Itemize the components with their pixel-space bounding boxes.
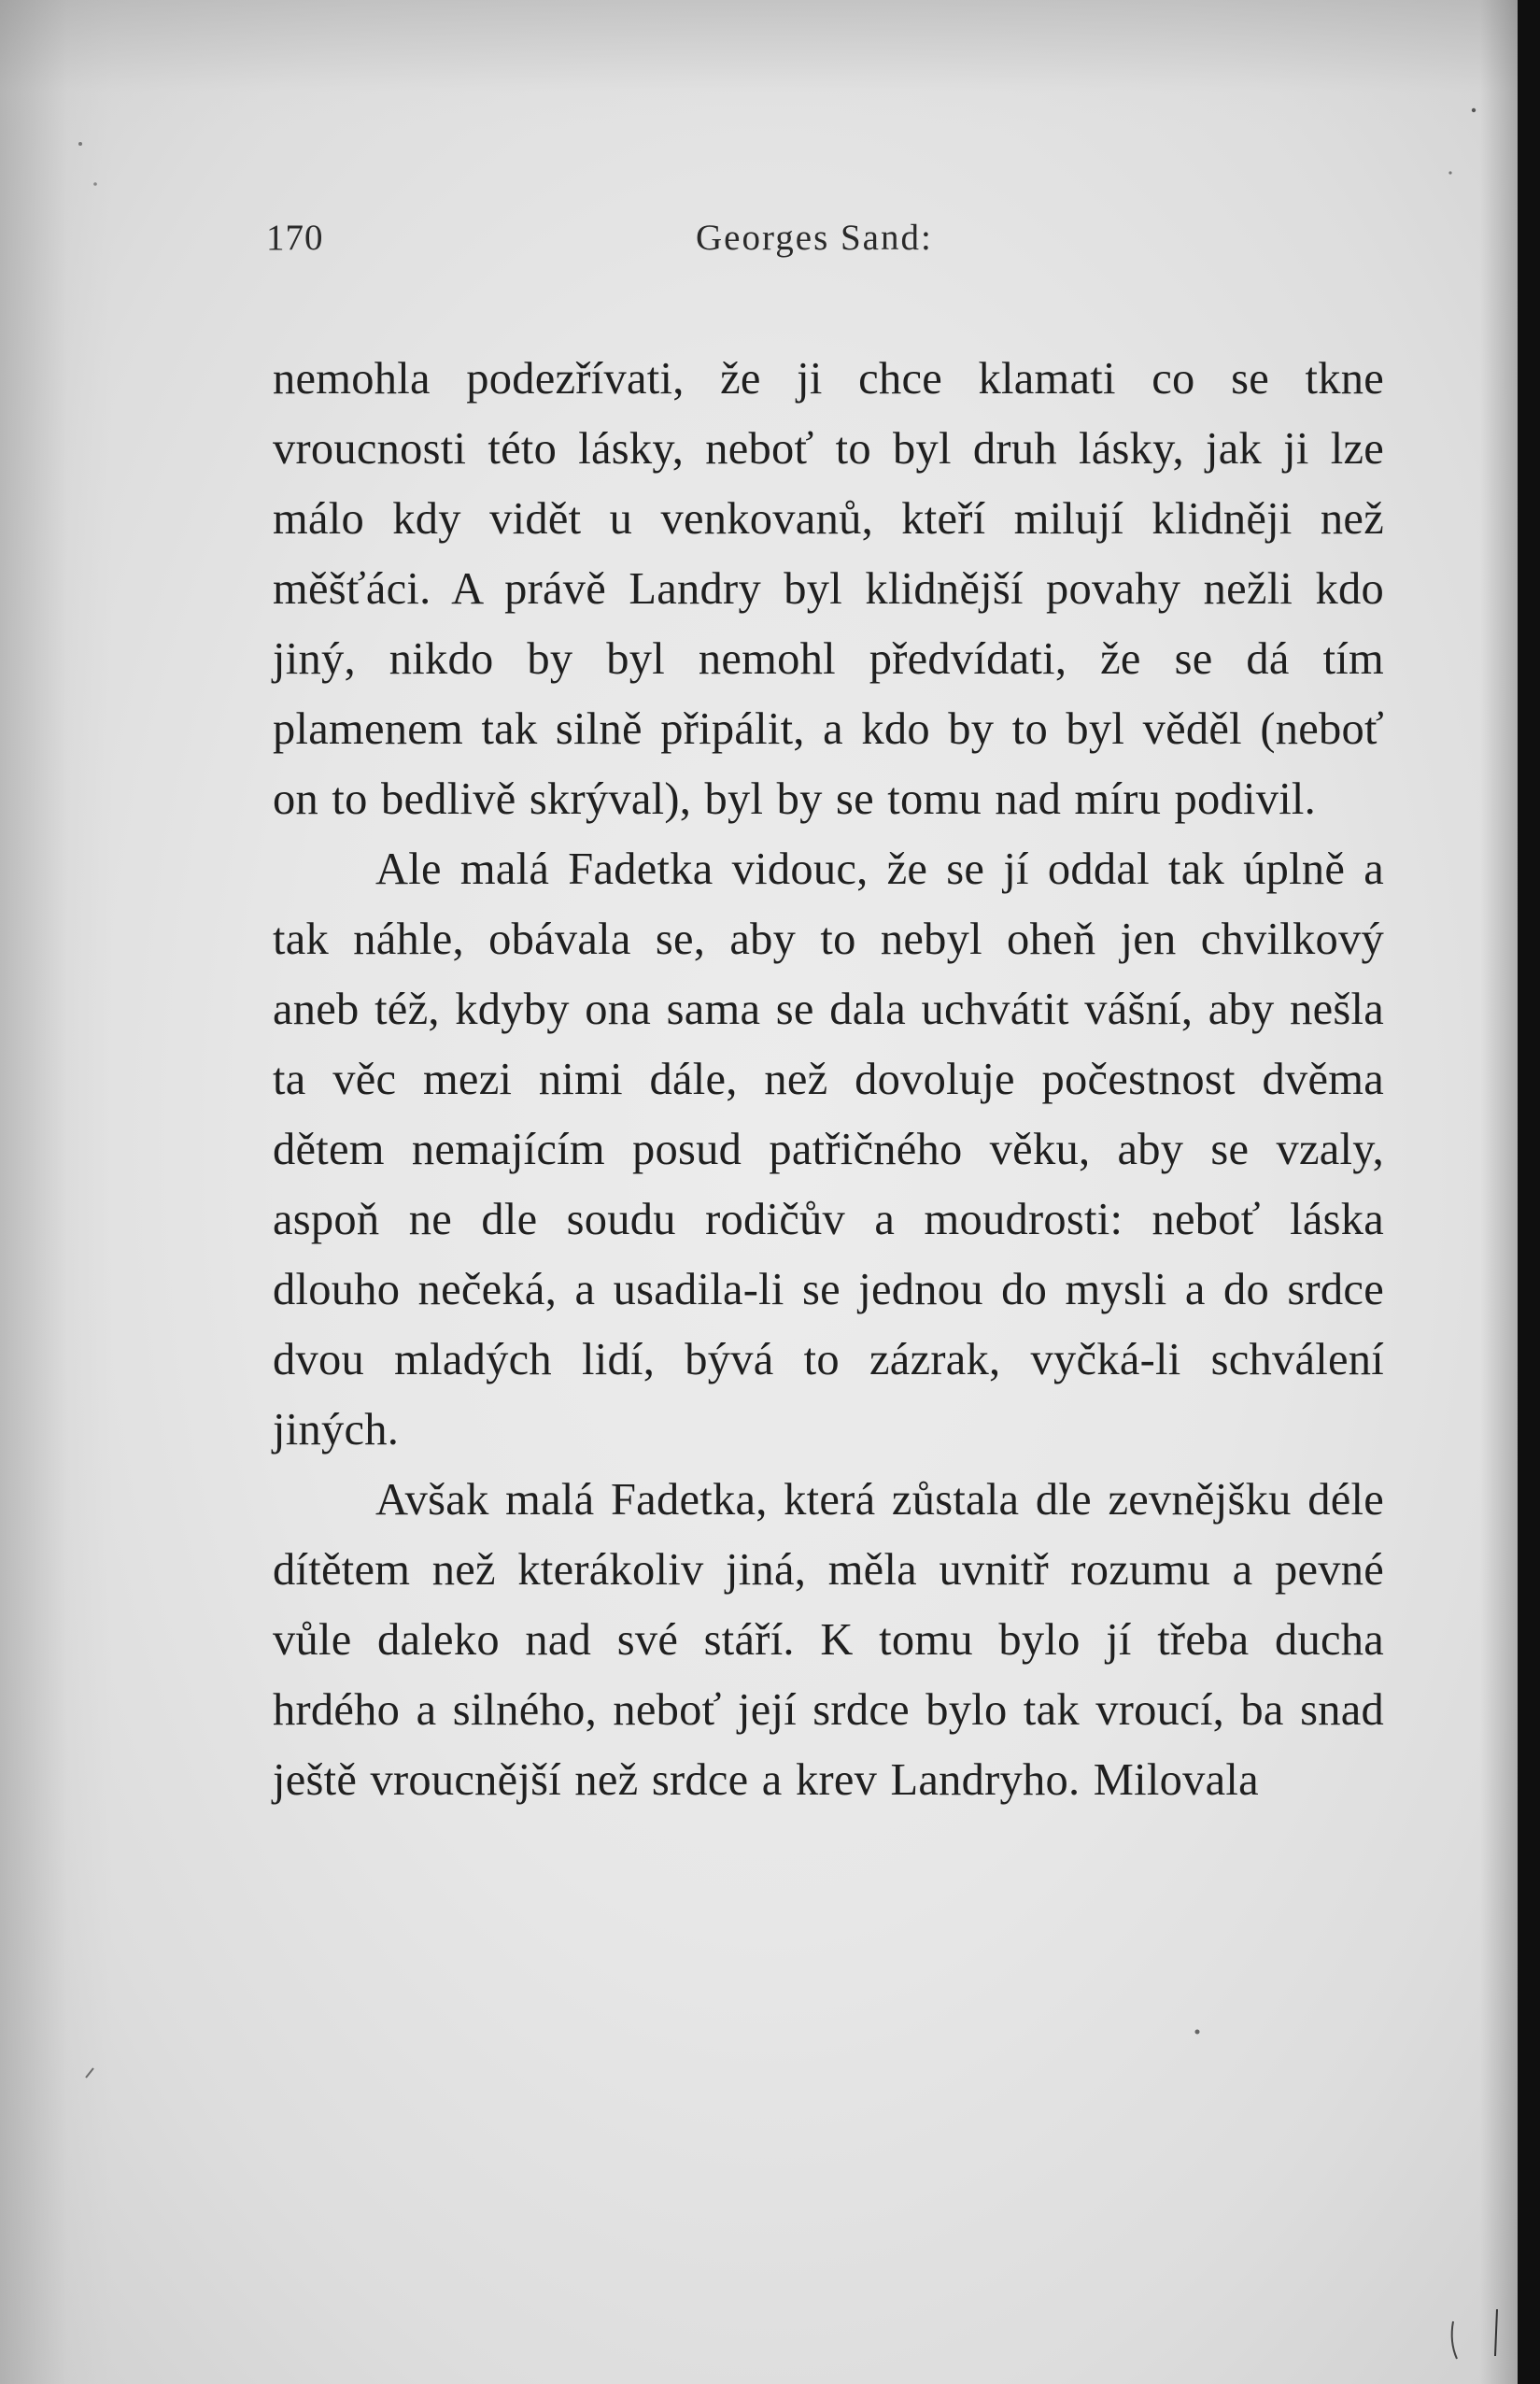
paragraph-2: Ale malá Fadetka vidouc, že se jí oddal tak úplně a tak náhle, obávala se, aby to nebyl oheň jen chvilkový aneb též, kdyby ona sama se dala uchvátit vášní, aby nešla ta věc mezi nimi dále, než dovoluje počestnost dvěma dětem nemajícím posud patřičného věku, aby se vzaly, aspoň ne dle soudu rodičův a moudrosti: neboť láska dlouho nečeká, a usadila-li se jednou do mysli a do srdce dvou mladých lidí, bývá to zázrak, vyčká-li schválení jiných. <box>273 844 1384 1455</box>
left-scan-shadow <box>0 0 112 2384</box>
right-gutter-shadow <box>1480 0 1518 2384</box>
body-text <box>273 344 1384 1815</box>
top-scan-shadow <box>0 0 1540 131</box>
running-head <box>266 217 1424 273</box>
paragraph-1: nemohla podezřívati, že ji chce klamati co se tkne vroucnosti této lásky, neboť to byl druh lásky, jak ji lze málo kdy vidět u venkovanů, kteří milují klidněji než měšťáci. A právě Landry byl klidnější povahy nežli kdo jiný, nikdo by byl nemohl předvídati, že se dá tím plamenem tak silně připálit, a kdo by to byl věděl (neboť on to bedlivě skrýval), byl by se tomu nad míru podivil. <box>273 354 1384 824</box>
page-number: 170 <box>266 218 324 258</box>
running-title: Georges Sand: <box>696 218 933 258</box>
right-black-border <box>1518 0 1540 2384</box>
paragraph-3: Avšak malá Fadetka, která zůstala dle zevnějšku déle dítětem než kterákoliv jiná, měla uvnitř rozumu a pevné vůle daleko nad své stáří. K tomu bylo jí třeba ducha hrdého a silného, neboť její srdce bylo tak vroucí, ba snad ještě vroucnější než srdce a krev Landryho. Milovala <box>273 1475 1384 1805</box>
